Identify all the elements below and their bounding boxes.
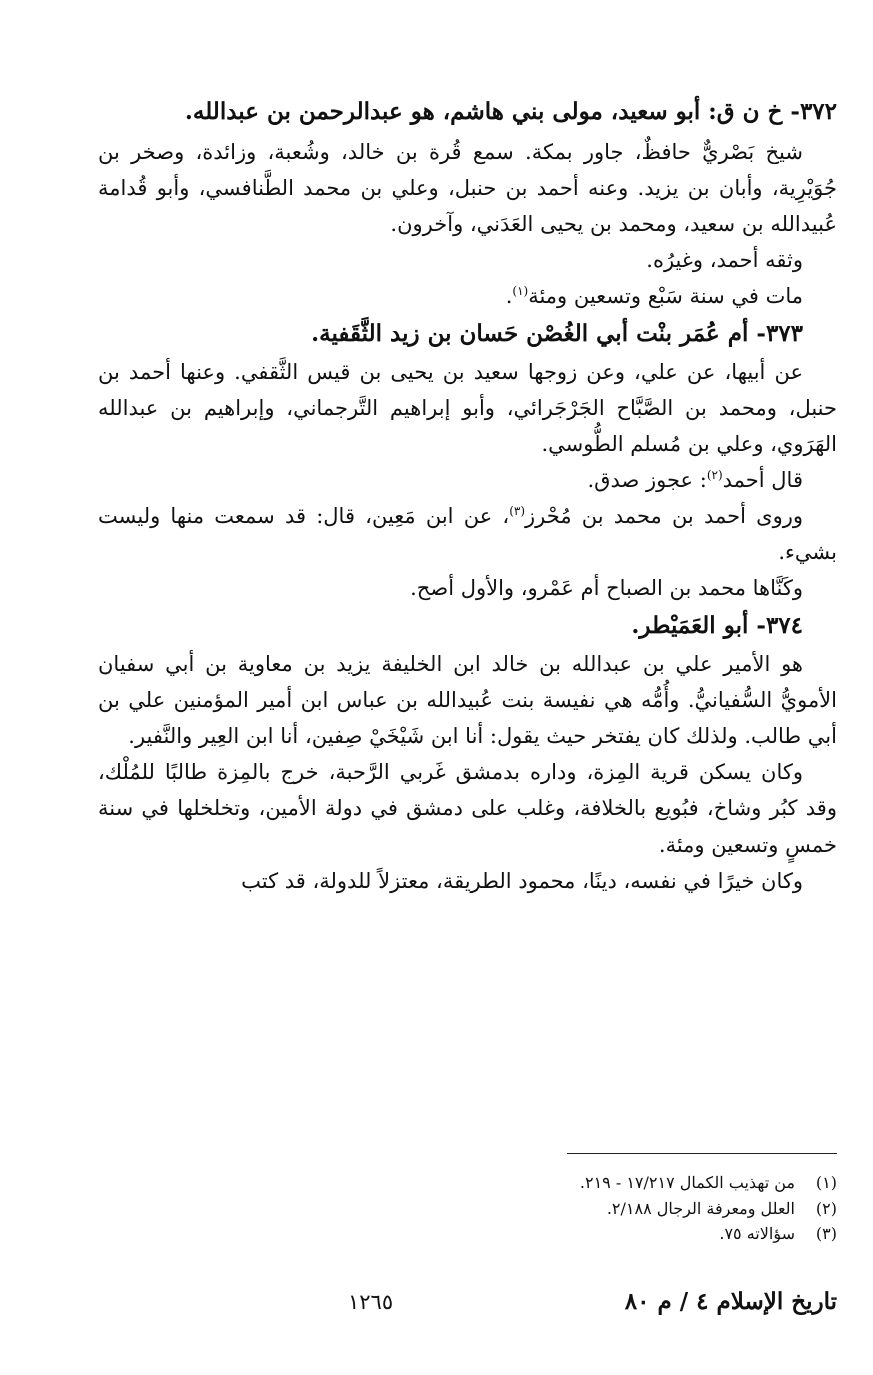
footnotes [98, 1170, 837, 1247]
quote-prefix: قال أحمد [722, 467, 803, 492]
page-number: ١٢٦٥ [348, 1290, 394, 1314]
riwaya-prefix: وروى أحمد بن محمد بن مُحْرز [525, 504, 803, 529]
entry-heading-372: ٣٧٢- خ ن ق: أبو سعيد، مولى بني هاشم، هو عبدالرحمن بن عبدالله. [184, 98, 837, 125]
footnote-text: العلل ومعرفة الرجال ٢/١٨٨. [606, 1198, 795, 1218]
riwaya-suffix: ، عن ابن مَعِين، قال: قد سمعت منها وليست بشيء. [98, 504, 837, 565]
entry-paragraph: شيخ بَصْريٌّ حافظٌ، جاور بمكة. سمع قُرة بن خالد، وشُعبة، وزائدة، وصخر بن جُوَيْرِية، وأبان بن يزيد. وعنه أحمد بن حنبل، وعلي بن محمد الطَّنافسي، وأبو قُدامة عُبيدالله بن سعيد، ومحمد بن يحيى العَدَني، وآخرون. [98, 139, 837, 236]
entry-paragraph: وكَنَّاها محمد بن الصباح أم عَمْرو، والأول أصح. [410, 576, 803, 601]
quote-suffix: : عجوز صدق. [587, 467, 707, 492]
footnote-ref: (٣) [509, 504, 526, 519]
footnote-ref: (١) [512, 283, 529, 298]
book-title: تاريخ الإسلام ٤ / م ٨٠ [624, 1288, 837, 1315]
entry-paragraph: مات في سنة سَبْع وتسعين ومئة$^{(١)}$. [505, 283, 803, 308]
footnote-number: (٣) [815, 1224, 837, 1244]
entry-paragraph [98, 498, 837, 570]
footnote [98, 1221, 837, 1247]
entry-paragraph: وكان خيرًا في نفسه، دينًا، محمود الطريقة، معتزلاً للدولة، قد كتب [241, 868, 803, 893]
main-text [98, 92, 837, 899]
page-footer [98, 1288, 837, 1315]
footnote-number: (١) [815, 1173, 837, 1192]
entry-paragraph [98, 462, 837, 498]
footnote [98, 1196, 837, 1222]
footnote-text: من تهذيب الكمال ١٧/٢١٧ - ٢١٩. [579, 1173, 795, 1192]
entry-heading-373: ٣٧٣- أم عُمَر بنْت أبي الغُصْن حَسان بن زيد الثَّقَفية. [311, 320, 803, 348]
footnote [98, 1170, 837, 1196]
footnote-divider [567, 1153, 837, 1154]
entry-paragraph: هو الأمير علي بن عبدالله بن خالد ابن الخليفة يزيد بن معاوية بن أبي سفيان الأمويُّ السُّفيانيُّ. وأُمُّه هي نفيسة بنت عُبيدالله بن عباس ابن أمير المؤمنين علي بن أبي طالب. ولذلك كان يفتخر حيث يقول: أنا ابن شَيْخَيْ صِفين، أنا ابن العِير والنَّفير. [98, 651, 837, 749]
entry-paragraph: وكان يسكن قرية المِزة، وداره بدمشق غَربي الرَّحبة، خرج بالمِزة طالبًا للمُلْك، وقد كبُر وشاخ، فبُويع بالخلافة، وغلب على دمشق في دولة الأمين، وتخلخلها في سنة خمسٍ وتسعين ومئة. [98, 760, 837, 857]
entry-paragraph: عن أبيها، عن علي، وعن زوجها سعيد بن يحيى بن قيس الثَّقفي. وعنها أحمد بن حنبل، ومحمد بن الصَّبَّاح الجَرْجَرائي، وأبو إبراهيم التَّرجماني، وإبراهيم بن عبدالله الهَرَوي، وعلي بن مُسلم الطُّوسي. [98, 359, 837, 456]
entry-heading-374: ٣٧٤- أبو العَمَيْطر. [631, 612, 803, 640]
footnote-ref: (٢) [706, 467, 723, 482]
death-note: مات في سنة سَبْع وتسعين ومئة [528, 283, 803, 308]
footnote-text: سؤالاته ٧٥. [719, 1224, 795, 1244]
footnote-number: (٢) [815, 1198, 837, 1218]
entry-paragraph: وثقه أحمد، وغيرُه. [646, 247, 803, 272]
